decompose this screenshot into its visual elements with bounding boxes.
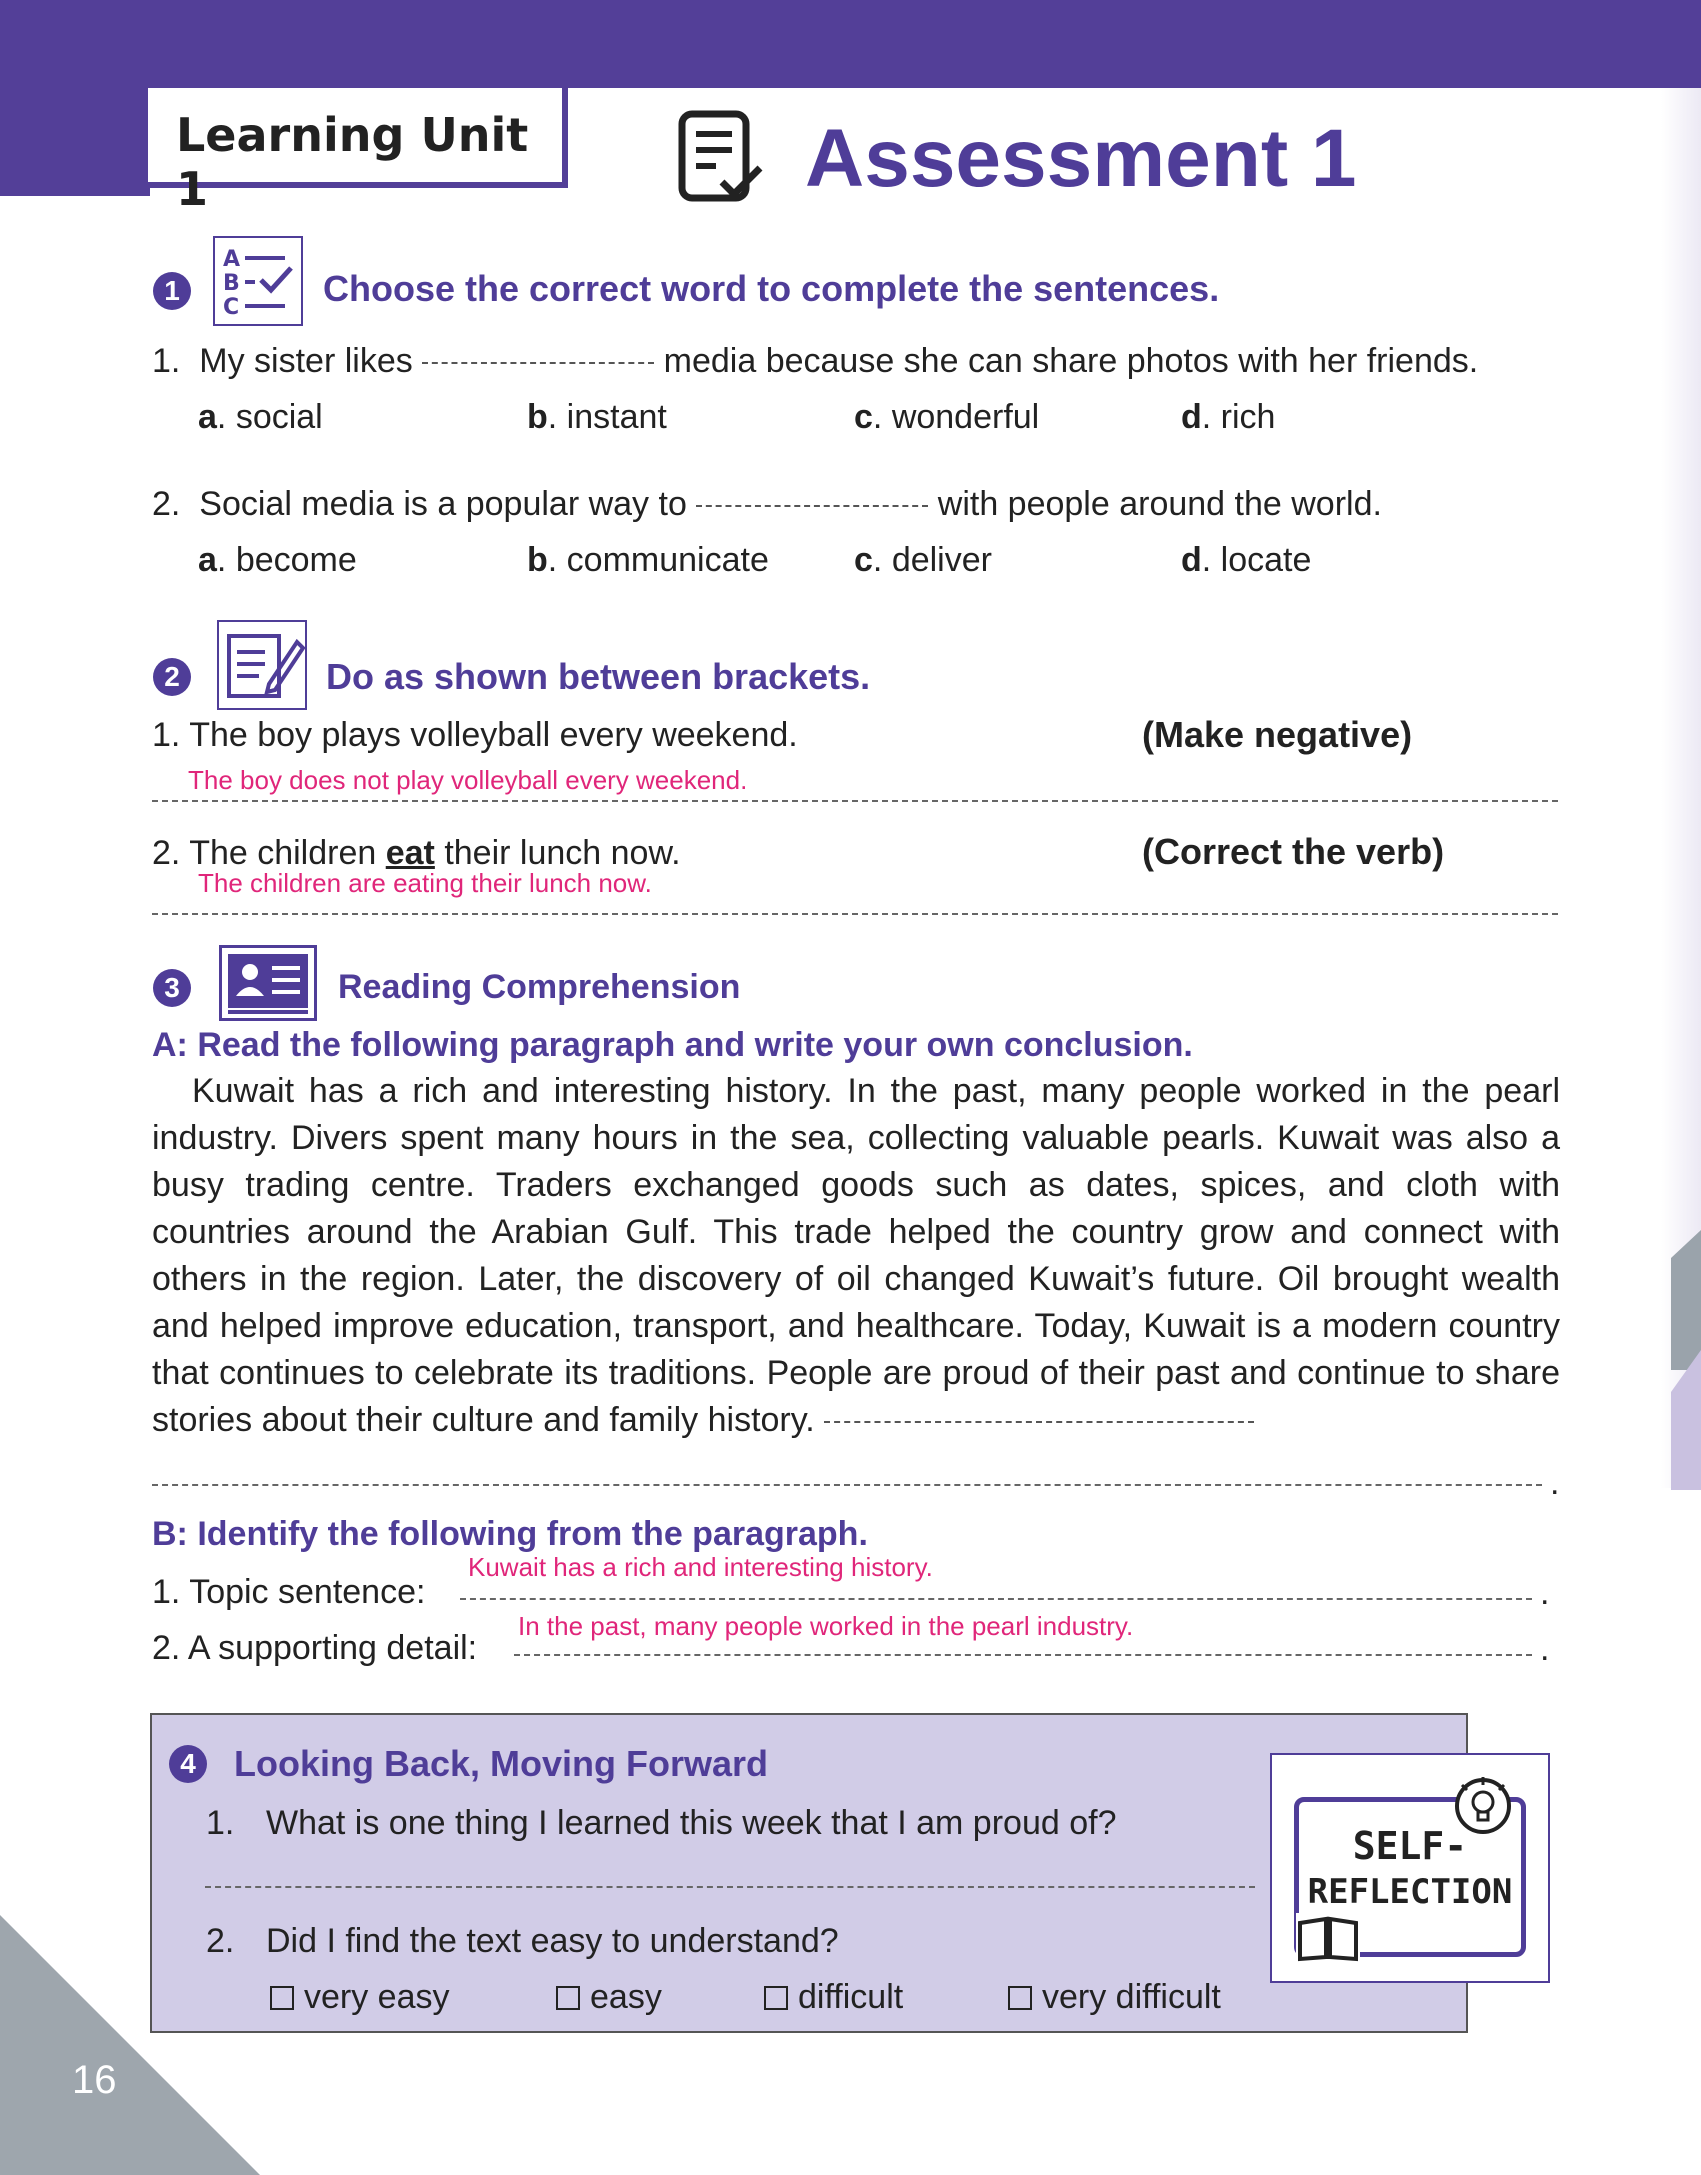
item-2-bracket: (Correct the verb) (1142, 831, 1445, 872)
self-reflection-badge (1270, 1753, 1550, 1983)
item-1-sentence: 1. The boy plays volleyball every weekend. (152, 716, 798, 754)
section-2-instruction: Do as shown between brackets. (326, 656, 871, 697)
reading-card-icon (219, 945, 317, 1021)
item-1-answer[interactable]: The boy does not play volleyball every weekend. (188, 765, 748, 795)
part-b-heading: B: Identify the following from the paragraph. (152, 1515, 868, 1553)
svg-text:B: B (223, 271, 240, 296)
svg-text:A: A (223, 247, 241, 272)
supporting-detail-label: 2. A supporting detail: (152, 1629, 478, 1667)
choice-very-difficult[interactable]: very difficult (1008, 1978, 1221, 2017)
section-1-instruction: Choose the correct word to complete the sentences. (323, 268, 1220, 309)
checkbox-very-easy[interactable] (270, 1986, 294, 2010)
q2-option-a[interactable]: a. become (198, 541, 357, 579)
q2-option-d[interactable]: d. locate (1181, 541, 1312, 579)
abc-checklist-icon (213, 236, 303, 326)
reflection-q2-number: 2. (206, 1922, 235, 1960)
item-2-answer[interactable]: The children are eating their lunch now. (198, 868, 652, 898)
checkbox-very-difficult[interactable] (1008, 1986, 1032, 2010)
choice-difficult[interactable]: difficult (764, 1978, 903, 2017)
assessment-icon (678, 110, 764, 213)
item-1-bracket: (Make negative) (1142, 714, 1413, 755)
reading-paragraph: Kuwait has a rich and interesting history. In the past, many people worked in the pearl industry. Divers spent many hours in the sea, collecting valuable pearls. Kuwait was also a busy trading centre. Traders exchanged goods such as dates, spices, and cloth with countries around the Arabian Gulf. This trade helped the country grow and connect with others in the region. Later, the discovery of oil changed Kuwait’s future. Oil brought wealth and helped improve education, transport, and healthcare. Today, Kuwait is a modern country that continues to celebrate its traditions. People are proud of their past and continue to share stories about their culture and family history. (152, 1072, 1560, 1439)
open-book-icon (1296, 1913, 1360, 1968)
section-3-title: Reading Comprehension (338, 968, 741, 1006)
q1-option-b[interactable]: b. instant (527, 398, 667, 436)
question-1-blank[interactable] (422, 362, 654, 364)
conclusion-period: . (1550, 1464, 1560, 1502)
section-2-number: 2 (153, 658, 191, 696)
q1-option-a[interactable]: a. social (198, 398, 323, 436)
question-1-sentence: 1. My sister likes media because she can share photos with her friends. (152, 342, 1479, 380)
lightbulb-icon (1448, 1771, 1518, 1846)
q1-option-c[interactable]: c. wonderful (854, 398, 1040, 436)
q2-option-b[interactable]: b. communicate (527, 541, 769, 579)
supporting-detail-line (514, 1654, 1532, 1656)
item-2-answer-line (152, 913, 1558, 915)
supporting-detail-answer[interactable]: In the past, many people worked in the pearl industry. (518, 1611, 1134, 1641)
question-2-sentence: 2. Social media is a popular way to with people around the world. (152, 485, 1382, 523)
reflection-q1: What is one thing I learned this week that I am proud of? (266, 1804, 1117, 1842)
checkbox-difficult[interactable] (764, 1986, 788, 2010)
section-3-number: 3 (153, 969, 191, 1007)
topic-sentence-line (460, 1598, 1532, 1600)
choice-very-easy[interactable]: very easy (270, 1978, 450, 2017)
page-title: Assessment 1 (805, 113, 1357, 204)
page-number: 16 (72, 2058, 117, 2102)
checkbox-easy[interactable] (556, 1986, 580, 2010)
reflection-q1-answer-line[interactable] (205, 1886, 1255, 1888)
topic-sentence-period: . (1540, 1574, 1550, 1612)
section-1-number: 1 (153, 272, 191, 310)
section-4-number: 4 (169, 1745, 207, 1783)
item-2-sentence: 2. The children eat their lunch now. (152, 834, 681, 872)
svg-text:C: C (223, 295, 240, 320)
question-2-blank[interactable] (696, 505, 928, 507)
reflection-q1-number: 1. (206, 1804, 235, 1842)
conclusion-answer-line[interactable] (152, 1484, 1542, 1486)
topic-sentence-answer[interactable]: Kuwait has a rich and interesting history. (468, 1552, 933, 1582)
badge-line-2: REFLECTION (1307, 1872, 1513, 1912)
reflection-q2: Did I find the text easy to understand? (266, 1922, 839, 1960)
item-1-answer-line (152, 800, 1558, 802)
topic-sentence-label: 1. Topic sentence: (152, 1573, 426, 1611)
supporting-detail-period: . (1540, 1630, 1550, 1668)
top-banner (0, 0, 1701, 88)
q1-option-d[interactable]: d. rich (1181, 398, 1276, 436)
section-4-title: Looking Back, Moving Forward (234, 1743, 769, 1784)
unit-label: Learning Unit 1 (176, 108, 529, 216)
part-a-heading: A: Read the following paragraph and write your own conclusion. (152, 1026, 1193, 1064)
write-edit-icon (217, 620, 307, 710)
conclusion-blank-start[interactable] (824, 1421, 1254, 1423)
left-banner (0, 88, 150, 196)
unit-label-box (148, 88, 568, 216)
q2-option-c[interactable]: c. deliver (854, 541, 992, 579)
badge-line-1: SELF- (1352, 1824, 1468, 1868)
choice-easy[interactable]: easy (556, 1978, 662, 2017)
